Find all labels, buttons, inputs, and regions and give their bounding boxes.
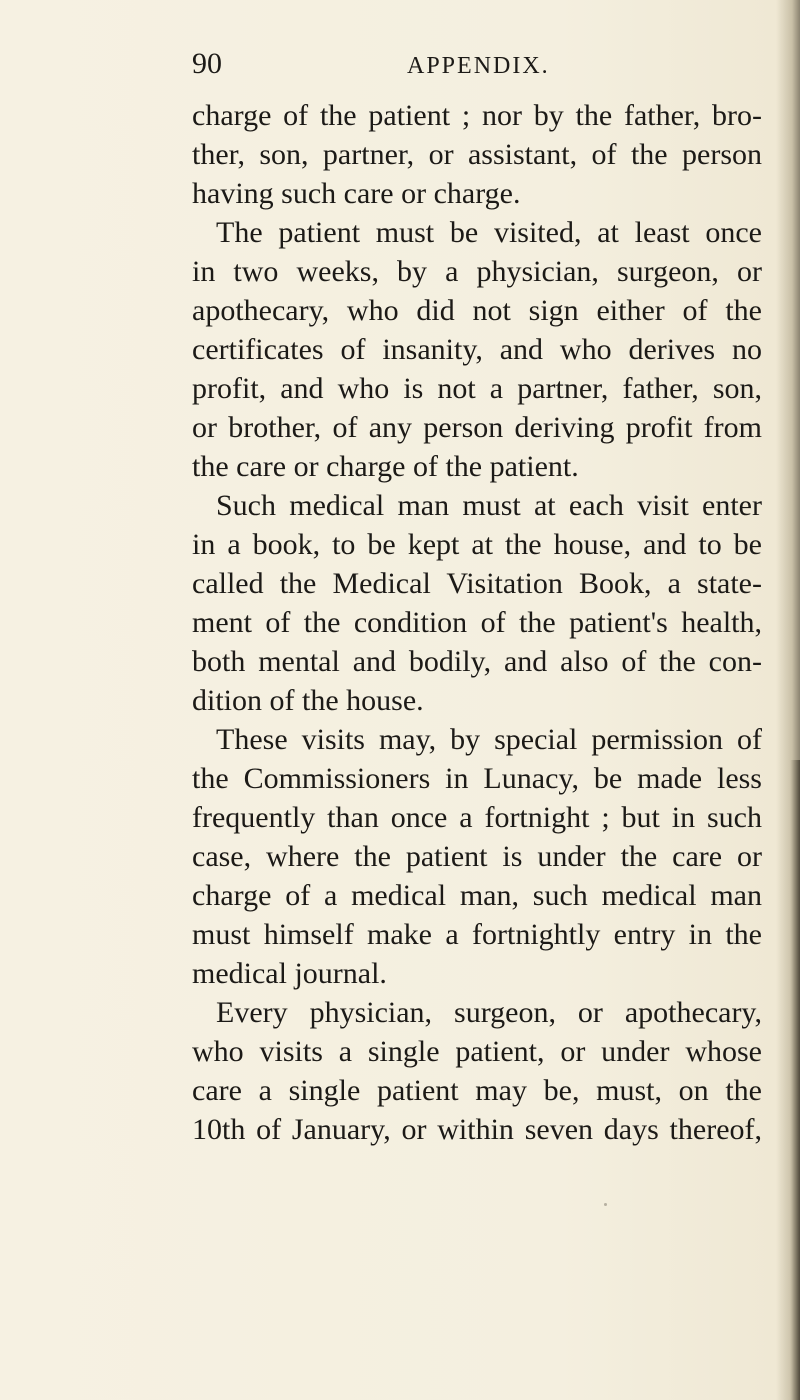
text-line: having such care or charge. (192, 177, 521, 210)
text-line: who visits a single patient, or under whose (192, 1035, 762, 1068)
paragraph-start-line: Every physician, surgeon, or apothecary, (216, 996, 762, 1029)
text-line: ment of the condition of the patient's health, (192, 606, 762, 639)
page-edge-shadow (790, 760, 800, 1400)
text-line: the care or charge of the patient. (192, 450, 579, 483)
page-header (192, 44, 752, 84)
text-line: medical journal. (192, 957, 387, 990)
paragraph-start-line: Such medical man must at each visit enter (216, 489, 762, 522)
text-line: case, where the patient is under the care or (192, 840, 762, 873)
body-text (192, 96, 762, 1149)
text-line: the Commissioners in Lunacy, be made less (192, 762, 762, 795)
text-line: dition of the house. (192, 684, 424, 717)
text-line: called the Medical Visitation Book, a state- (192, 567, 762, 600)
text-line: in two weeks, by a physician, surgeon, or (192, 255, 762, 288)
text-line: must himself make a fortnightly entry in the (192, 918, 762, 951)
text-line: ther, son, partner, or assistant, of the person (192, 138, 762, 171)
text-line: in a book, to be kept at the house, and to be (192, 528, 762, 561)
text-line: 10th of January, or within seven days thereof, (192, 1113, 762, 1146)
paragraph-start-line: These visits may, by special permission of (216, 723, 762, 756)
text-line: charge of a medical man, such medical man (192, 879, 762, 912)
text-line: frequently than once a fortnight ; but in such (192, 801, 762, 834)
text-line: both mental and bodily, and also of the con- (192, 645, 762, 678)
text-line: or brother, of any person deriving profit from (192, 411, 762, 444)
page-number: 90 (192, 47, 222, 80)
text-line: profit, and who is not a partner, father, son, (192, 372, 762, 405)
paragraph-start-line: The patient must be visited, at least once (216, 216, 762, 249)
text-line: care a single patient may be, must, on the (192, 1074, 762, 1107)
text-line: certificates of insanity, and who derives no (192, 333, 762, 366)
paper-speck (604, 1203, 607, 1206)
text-line: charge of the patient ; nor by the father, bro- (192, 99, 762, 132)
text-line: apothecary, who did not sign either of the (192, 294, 762, 327)
running-head: APPENDIX. (407, 53, 550, 79)
